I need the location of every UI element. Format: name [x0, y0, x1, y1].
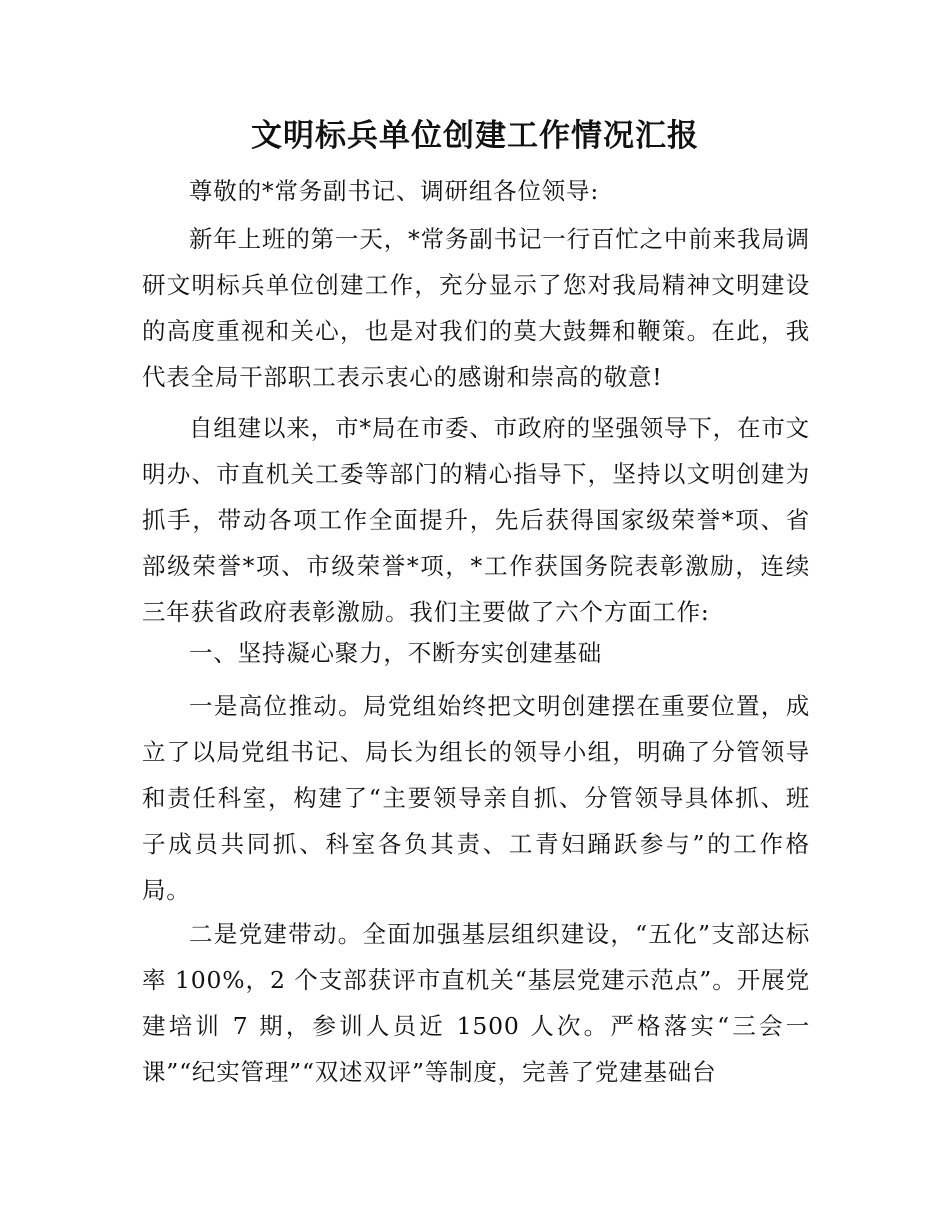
- paragraph-high-level-push: 一是高位推动。局党组始终把文明创建摆在重要位置，成立了以局党组书记、局长为组长的领导小组，明确了分管领导和责任科室，构建了“主要领导亲自抓、分管领导具体抓、班子成员共同抓、科室各负其责、工青妇踊跃参与”的工作格局。: [142, 692, 810, 904]
- paragraph-achievements: 自组建以来，市*局在市委、市政府的坚强领导下，在市文明办、市直机关工委等部门的精心指导下，坚持以文明创建为抓手，带动各项工作全面提升，先后获得国家级荣誉*项、省部级荣誉*项、市级荣誉*项，*工作获国务院表彰激励，连续三年获省政府表彰激励。我们主要做了六个方面工作:: [142, 414, 810, 626]
- section-heading: 一、坚持凝心聚力，不断夯实创建基础: [189, 639, 603, 667]
- paragraph-party-building: 二是党建带动。全面加强基层组织建设，“五化”支部达标率 100%，2 个支部获评市直机关“基层党建示范点”。开展党建培训 7 期，参训人员近 1500 人次。严格落实“三会一课”“纪实管理”“双述双评”等制度，完善了党建基础台: [142, 920, 810, 1086]
- salutation: 尊敬的*常务副书记、调研组各位领导:: [189, 177, 600, 205]
- paragraph-intro: 新年上班的第一天，*常务副书记一行百忙之中前来我局调研文明标兵单位创建工作，充分显示了您对我局精神文明建设的高度重视和关心，也是对我们的莫大鼓舞和鞭策。在此，我代表全局干部职工表示衷心的感谢和崇高的敬意!: [142, 225, 810, 391]
- document-title: 文明标兵单位创建工作情况汇报: [251, 118, 699, 154]
